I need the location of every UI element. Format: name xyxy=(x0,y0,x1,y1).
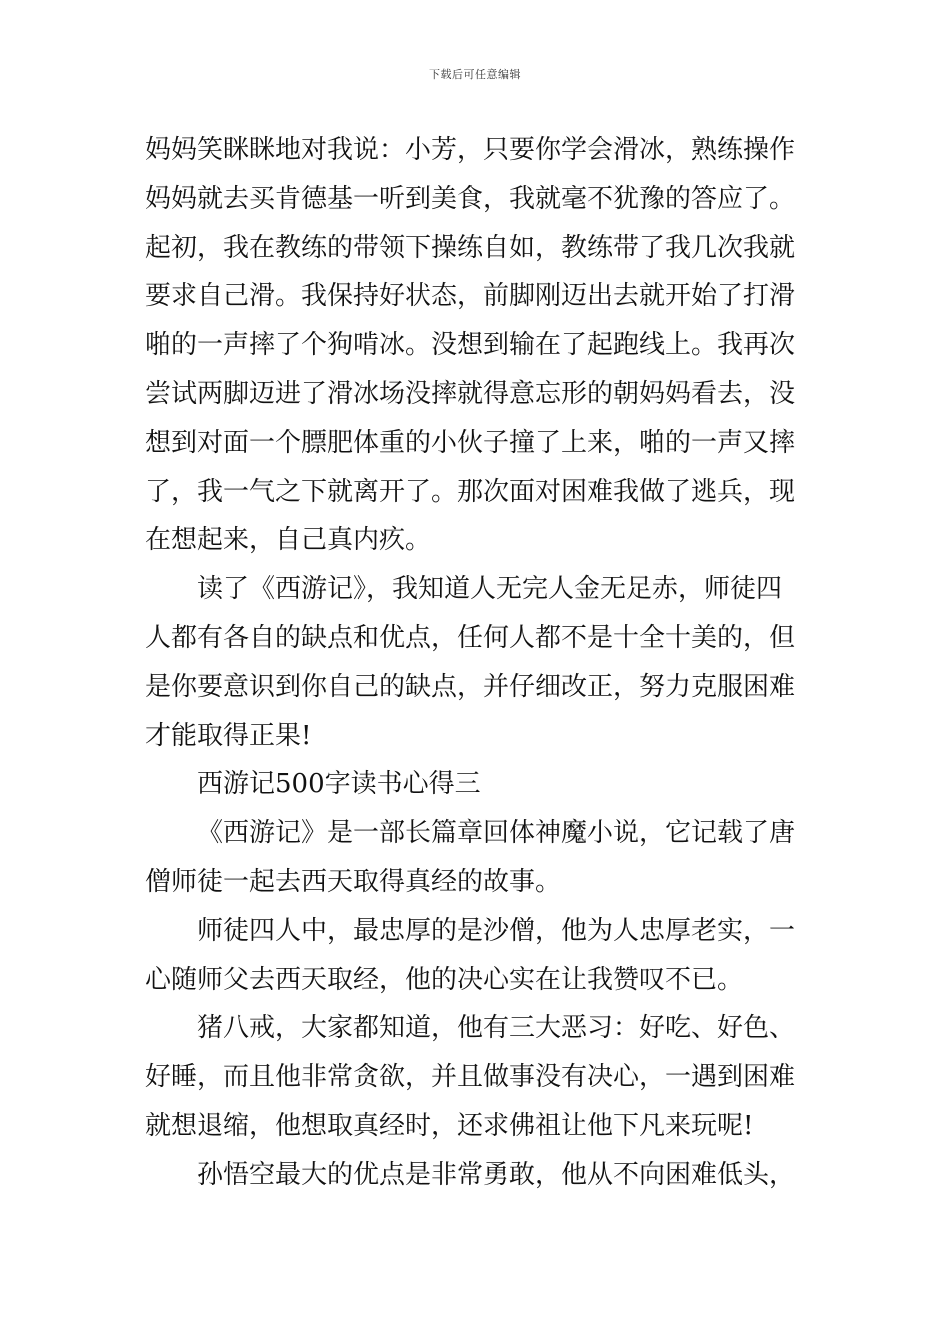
text-line: 心随师父去西天取经，他的决心实在让我赞叹不已。 xyxy=(145,964,744,995)
text-line: 师徒四人中，最忠厚的是沙僧，他为人忠厚老实，一 xyxy=(197,915,796,946)
text-line: 僧师徒一起去西天取得真经的故事。 xyxy=(145,866,562,897)
text-line: 尝试两脚迈进了滑冰场没摔就得意忘形的朝妈妈看去，没 xyxy=(145,378,796,409)
text-line: 想到对面一个膘肥体重的小伙子撞了上来，啪的一声又摔 xyxy=(145,427,796,458)
text-line: 是你要意识到你自己的缺点，并仔细改正，努力克服困难 xyxy=(145,671,796,702)
document-body xyxy=(145,126,810,1200)
text-line: 孙悟空最大的优点是非常勇敢，他从不向困难低头， xyxy=(197,1159,796,1190)
text-line: 猪八戒，大家都知道，他有三大恶习：好吃、好色、 xyxy=(197,1013,796,1044)
text-line: 人都有各自的缺点和优点，任何人都不是十全十美的，但 xyxy=(145,622,796,653)
page-header: 下载后可任意编辑 xyxy=(429,68,521,81)
text-line: 要求自己滑。我保持好状态，前脚刚迈出去就开始了打滑 xyxy=(145,281,796,312)
text-line: 起初，我在教练的带领下操练自如，教练带了我几次我就 xyxy=(145,232,796,263)
text-line: 好睡，而且他非常贪欲，并且做事没有决心，一遇到困难 xyxy=(145,1062,796,1093)
text-line: 妈妈笑眯眯地对我说：小芳，只要你学会滑冰，熟练操作 xyxy=(145,135,796,165)
text-line: 才能取得正果! xyxy=(145,720,312,751)
text-line: 妈妈就去买肯德基一听到美食，我就毫不犹豫的答应了。 xyxy=(145,183,796,214)
text-line: 就想退缩，他想取真经时，还求佛祖让他下凡来玩呢! xyxy=(145,1110,754,1141)
text-line: 了，我一气之下就离开了。那次面对困难我做了逃兵，现 xyxy=(145,476,796,507)
text-line: 《西游记》是一部长篇章回体神魔小说，它记载了唐 xyxy=(197,818,796,849)
text-line: 啪的一声摔了个狗啃冰。没想到输在了起跑线上。我再次 xyxy=(145,330,796,361)
text-line: 西游记500字读书心得三 xyxy=(197,769,481,800)
text-line: 在想起来，自己真内疚。 xyxy=(145,525,432,556)
text-line: 读了《西游记》，我知道人无完人金无足赤，师徒四 xyxy=(197,574,783,605)
